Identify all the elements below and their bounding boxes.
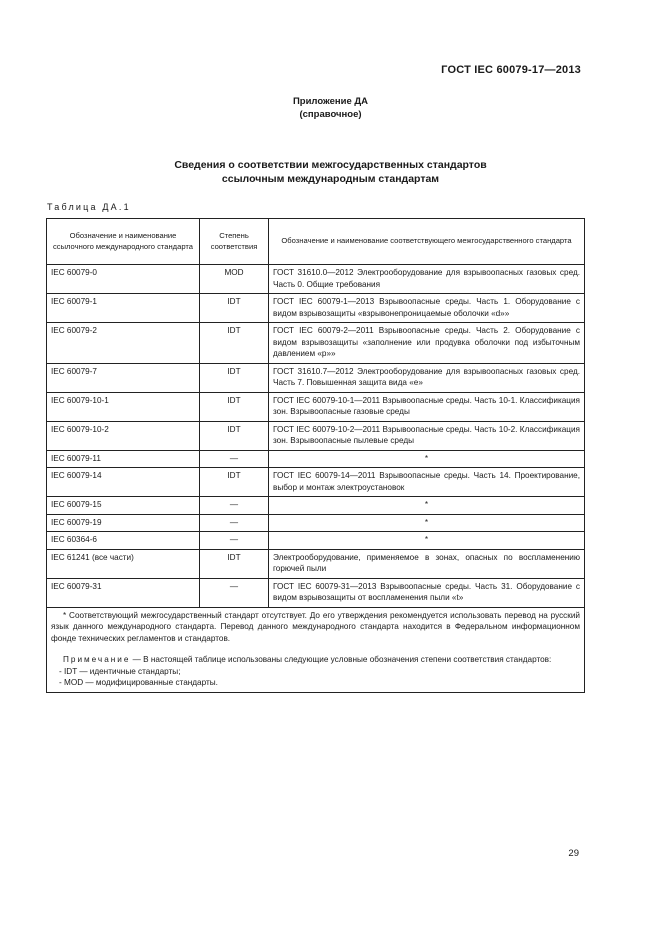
cell-standard: IEC 61241 (все части) [47,549,200,578]
annex-subtitle: (справочное) [299,109,362,120]
annex-heading [0,95,661,121]
cell-reference: ГОСТ IEC 60079-31—2013 Взрывоопасные среды. Часть 31. Оборудование с видом взрывозащиты от воспламенения пыли «t» [269,578,585,607]
cell-standard: IEC 60079-10-2 [47,421,200,450]
cell-degree: IDT [200,323,269,364]
header-interstate-standard: Обозначение и наименование соответствующего межгосударственного стандарта [269,219,585,265]
section-title-line-1: Сведения о соответствии межгосударственных стандартов [174,159,487,171]
cell-standard: IEC 60079-2 [47,323,200,364]
cell-standard: IEC 60079-31 [47,578,200,607]
cell-standard: IEC 60079-11 [47,450,200,468]
note [51,654,580,666]
cell-degree: IDT [200,421,269,450]
cell-standard: IEC 60079-1 [47,294,200,323]
cell-degree: — [200,450,269,468]
cell-degree: IDT [200,392,269,421]
cell-standard: IEC 60364-6 [47,532,200,550]
table-row [47,265,585,294]
cell-degree: IDT [200,294,269,323]
note-label: Примечание [63,655,131,664]
cell-reference: ГОСТ IEC 60079-14—2011 Взрывоопасные среды. Часть 14. Проектирование, выбор и монтаж электроустановок [269,468,585,497]
document-id: ГОСТ IEC 60079-17—2013 [441,64,581,76]
correspondence-table [46,218,585,693]
cell-standard: IEC 60079-19 [47,514,200,532]
cell-reference: * [269,450,585,468]
cell-reference: ГОСТ IEC 60079-2—2011 Взрывоопасные среды. Часть 2. Оборудование с видом взрывозащиты «заполнение или продувка оболочки под избыточным давлением «р»» [269,323,585,364]
cell-reference: ГОСТ IEC 60079-1—2013 Взрывоопасные среды. Часть 1. Оборудование с видом взрывозащиты «взрывонепроницаемые оболочки «d»» [269,294,585,323]
table-row [47,294,585,323]
table-notes [47,607,585,692]
note-item-mod: - MOD — модифицированные стандарты. [59,678,218,687]
cell-reference: ГОСТ IEC 60079-10-1—2011 Взрывоопасные среды. Часть 10-1. Классификация зон. Взрывоопасные газовые среды [269,392,585,421]
table-footer-row [47,607,585,692]
table-row [47,450,585,468]
cell-degree: — [200,497,269,515]
cell-degree: — [200,514,269,532]
table-row [47,514,585,532]
cell-degree: MOD [200,265,269,294]
note-item-idt: - IDT — идентичные стандарты; [59,666,181,676]
table-row [47,497,585,515]
table-label: Таблица ДА.1 [47,202,131,212]
table-row [47,421,585,450]
cell-reference: * [269,532,585,550]
section-title-line-2: ссылочным международным стандартам [221,173,440,185]
cell-degree: IDT [200,549,269,578]
cell-degree: — [200,532,269,550]
table-header-row [47,219,585,265]
note-text: — В настоящей таблице использованы следующие условные обозначения степени соответствия стандартов: [130,655,552,664]
cell-reference: * [269,514,585,532]
cell-degree: IDT [200,363,269,392]
table-row [47,549,585,578]
cell-standard: IEC 60079-10-1 [47,392,200,421]
cell-standard: IEC 60079-15 [47,497,200,515]
header-international-standard: Обозначение и наименование ссылочного международного стандарта [47,219,200,265]
cell-degree: IDT [200,468,269,497]
table-row [47,532,585,550]
cell-reference: * [269,497,585,515]
section-title [0,158,661,186]
cell-standard: IEC 60079-14 [47,468,200,497]
table-row [47,578,585,607]
annex-title: Приложение ДА [292,96,369,107]
cell-reference: ГОСТ 31610.7—2012 Электрооборудование для взрывоопасных газовых сред. Часть 7. Повышенная защита вида «е» [269,363,585,392]
table-row [47,392,585,421]
footnote: * Соответствующий межгосударственный стандарт отсутствует. До его утверждения рекомендуется использовать перевод на русский язык данного международного стандарта. Перевод данного международного стандарта находится в Федеральном информационном фонде технических регламентов и стандартов. [51,610,580,643]
table-row [47,323,585,364]
header-degree: Степень соответствия [200,219,269,265]
table-row [47,363,585,392]
page-number: 29 [568,848,579,859]
table-row [47,468,585,497]
cell-degree: — [200,578,269,607]
cell-reference: ГОСТ 31610.0—2012 Электрооборудование для взрывоопасных газовых сред. Часть 0. Общие требования [269,265,585,294]
cell-standard: IEC 60079-7 [47,363,200,392]
cell-reference: ГОСТ IEC 60079-10-2—2011 Взрывоопасные среды. Часть 10-2. Классификация зон. Взрывоопасные пылевые среды [269,421,585,450]
cell-standard: IEC 60079-0 [47,265,200,294]
cell-reference: Электрооборудование, применяемое в зонах, опасных по воспламенению горючей пыли [269,549,585,578]
